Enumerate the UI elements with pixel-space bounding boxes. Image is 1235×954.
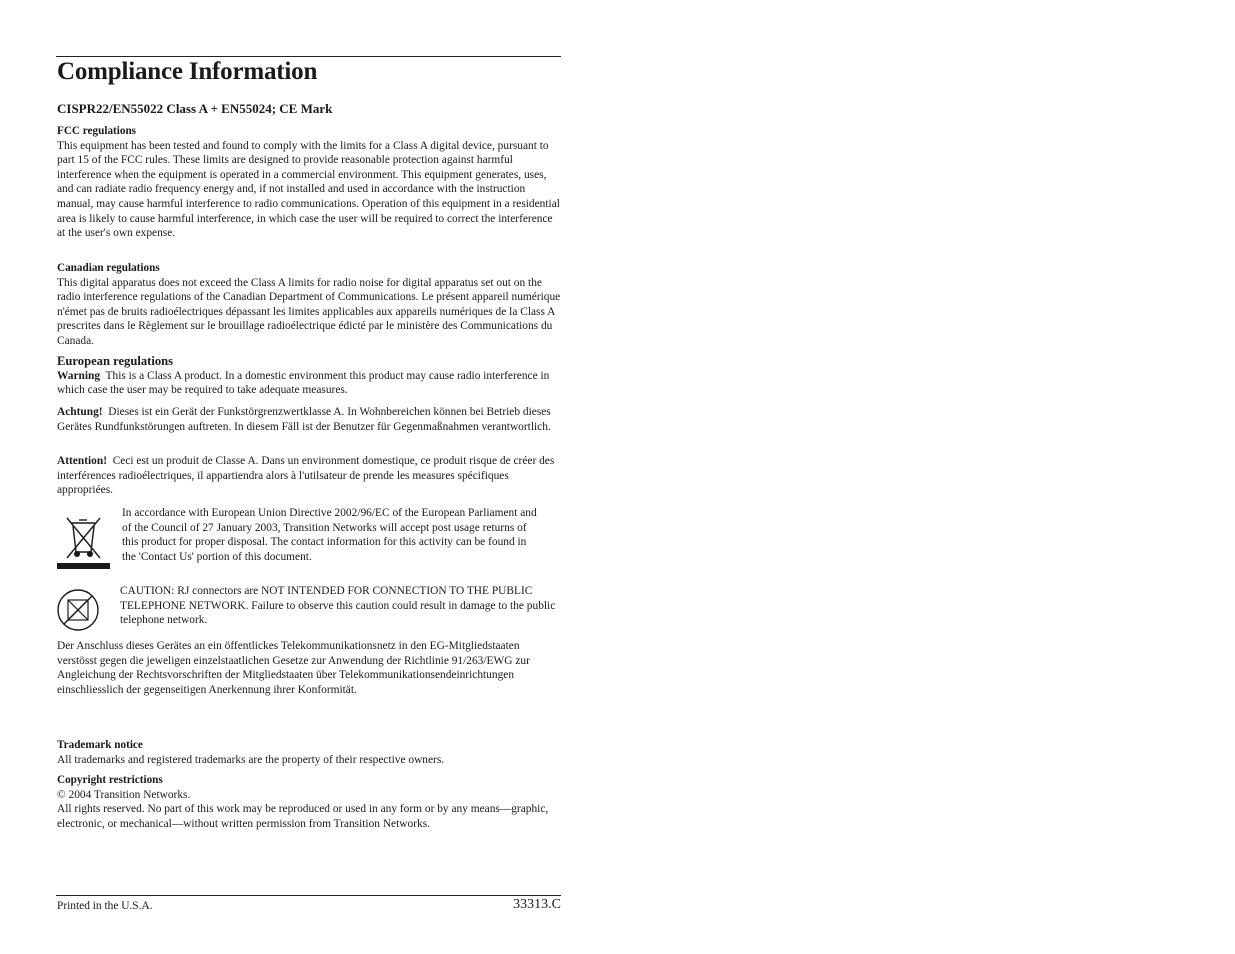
no-telephone-network-icon [56, 588, 100, 632]
page-title: Compliance Information [57, 58, 318, 85]
fcc-text: This equipment has been tested and found to comply with the limits for a Class A digital device, pursuant to part 15 of the FCC rules. These limits are designed to provide reasonable protection against harmful interference when the equipment is operated in a commercial environment. This equipment generates, uses, and can radiate radio frequency energy and, if not installed and used in accordance with the instruction manual, may cause harmful interference to radio communications. Operation of this equipment in a residential area is likely to cause harmful interference, in which case the user will be required to correct the interference at the user's own expense. [57, 139, 560, 240]
achtung-label: Achtung! [57, 406, 103, 418]
copyright-heading: Copyright restrictions [57, 774, 163, 786]
printed-in-label: Printed in the U.S.A. [57, 900, 153, 912]
copyright-text: All rights reserved. No part of this work may be reproduced or used in any form or by any means—graphic, electronic, or mechanical—without written permission from Transition Networks. [57, 803, 549, 830]
canadian-section [57, 261, 561, 349]
attention-section [57, 454, 561, 498]
top-rule [56, 56, 561, 57]
fcc-heading: FCC regulations [57, 125, 137, 137]
european-section [57, 354, 561, 398]
copyright-line: © 2004 Transition Networks. [57, 788, 191, 801]
warning-label: Warning [57, 369, 101, 382]
trademark-text: All trademarks and registered trademarks are the property of their respective owners. [57, 753, 445, 766]
bottom-rule [56, 895, 561, 896]
attention-text: Ceci est un produit de Classe A. Dans un environment domestique, ce produit risque de créer des interférences radioélectriques, il appartiendra alors à l'utilsateur de prende les measures spécifiques appropriées. [57, 455, 555, 497]
trademark-section [57, 738, 561, 767]
european-heading: European regulations [57, 354, 174, 368]
compliance-subtitle: CISPR22/EN55022 Class A + EN55024; CE Mark [57, 101, 333, 116]
document-number: 33313.C [513, 897, 561, 912]
telecom-caution-text: CAUTION: RJ connectors are NOT INTENDED FOR CONNECTION TO THE PUBLIC TELEPHONE NETWORK. Failure to observe this caution could result in damage to the public telephone network. [120, 585, 556, 627]
attention-label: Attention! [57, 455, 107, 467]
trademark-heading: Trademark notice [57, 739, 143, 751]
telecom-german-text: Der Anschluss dieses Gerätes an ein öffentlickes Telekommunikationsnetz in den EG-Mitgliedstaaten verstösst gegen die jeweligen einzelstaatlichen Gesetze zur Anwendung der Richtlinie 91/263/EWG zur Angleichung der Rechtsvorschriften der Mitgliedstaaten über Telekommunikationsendeinrichtungen einschliesslich der gegenseitigen Anerkennung ihrer Konformität. [57, 640, 530, 696]
canadian-heading: Canadian regulations [57, 262, 160, 274]
warning-text: This is a Class A product. In a domestic environment this product may cause radio interference in which case the user may be required to take adequate measures. [57, 369, 550, 397]
canadian-text: This digital apparatus does not exceed the Class A limits for radio noise for digital apparatus set out on the radio interference regulations of the Canadian Department of Communications. Le présent appareil numérique n'émet pas de bruits radioélectriques dépassant les limites applicables aux appareils numériques de la Class A prescrites dans le Règlement sur le brouillage radioélectrique édicté par le ministère des Communications du Canada. [57, 276, 561, 347]
crossed-out-wheelie-bin-icon [57, 510, 110, 570]
achtung-text: Dieses ist ein Gerät der Funkstörgrenzwertklasse A. In Wohnbereichen können bei Betrieb dieses Gerätes Rundfunkstörungen auftreten. In diesem Fäll ist der Benutzer für Gegenmaßnahmen verantwortlich. [57, 406, 551, 433]
copyright-section [57, 773, 561, 831]
fcc-section [57, 124, 561, 241]
achtung-section [57, 405, 561, 434]
weee-text: In accordance with European Union Directive 2002/96/EC of the European Parliament and of the Council of 27 January 2003, Transition Networks will accept post usage returns of this product for proper disposal. The contact information for this activity can be found in the 'Contact Us' portion of this document. [122, 507, 537, 563]
